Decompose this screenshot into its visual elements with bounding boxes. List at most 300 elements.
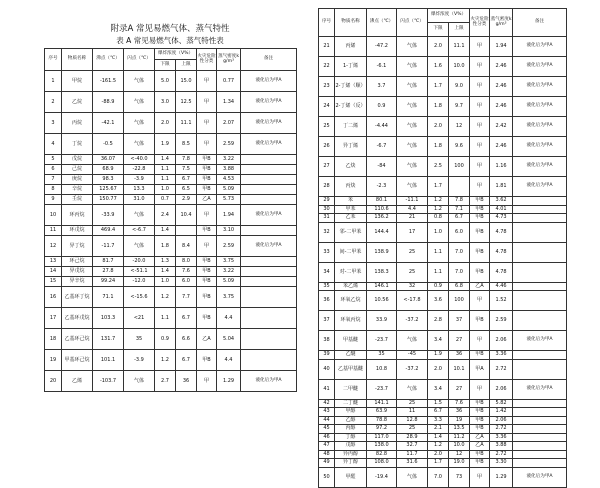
- cell-density: 1.34: [217, 92, 241, 113]
- cell-flash: 12.8: [397, 416, 428, 425]
- cell-density: 4.4: [217, 350, 241, 371]
- cell-flash: <-15.6: [124, 287, 155, 308]
- table-row: [319, 242, 567, 262]
- cell-flash: 31.0: [124, 195, 155, 205]
- cell-name: 乙醚: [335, 351, 367, 360]
- cell-remark: [513, 459, 567, 468]
- cell-remark: [513, 197, 567, 206]
- cell-seq: 5: [45, 155, 62, 165]
- table-row: [319, 222, 567, 242]
- cell-density: 3.62: [490, 197, 513, 206]
- cell-boiling: -42.1: [93, 113, 124, 134]
- cell-density: 3.88: [217, 165, 241, 175]
- cell-hazard: 甲: [470, 37, 490, 57]
- cell-boiling: 144.4: [367, 222, 397, 242]
- cell-seq: 45: [319, 425, 335, 434]
- cell-upper: 27: [449, 331, 470, 351]
- cell-upper: 11.2: [449, 433, 470, 442]
- cell-hazard: 甲: [470, 379, 490, 399]
- table-row: [319, 442, 567, 451]
- cell-density: 3.88: [490, 442, 513, 451]
- cell-hazard: 甲B: [470, 425, 490, 434]
- cell-upper: 10.4: [176, 205, 197, 226]
- cell-boiling: -6.1: [367, 57, 397, 77]
- cell-lower: 0.8: [428, 214, 449, 223]
- cell-hazard: 甲B: [197, 155, 217, 165]
- cell-lower: 3.4: [428, 331, 449, 351]
- cell-name: 乙基甲基醚: [335, 359, 367, 379]
- cell-remark: 液化后为甲A: [241, 92, 297, 113]
- cell-flash: -3.9: [124, 175, 155, 185]
- cell-boiling: -0.5: [93, 134, 124, 155]
- cell-lower: 3.3: [428, 416, 449, 425]
- cell-seq: 32: [319, 222, 335, 242]
- cell-name: 丁烷: [62, 134, 93, 155]
- cell-remark: [513, 291, 567, 311]
- header-lower: 下限: [155, 60, 176, 71]
- cell-boiling: -33.9: [93, 205, 124, 226]
- cell-lower: 1.2: [155, 350, 176, 371]
- cell-name: 乙烯: [62, 371, 93, 392]
- cell-density: 2.06: [490, 331, 513, 351]
- cell-name: 辛烷: [62, 185, 93, 195]
- cell-hazard: 甲: [470, 291, 490, 311]
- table-row: [45, 287, 297, 308]
- cell-upper: 6.5: [176, 185, 197, 195]
- cell-seq: 46: [319, 433, 335, 442]
- cell-seq: 47: [319, 442, 335, 451]
- cell-boiling: 27.8: [93, 267, 124, 277]
- cell-flash: 气体: [397, 379, 428, 399]
- cell-density: 1.81: [490, 177, 513, 197]
- cell-name: 环氧丙烷: [335, 311, 367, 331]
- cell-lower: 1.7: [428, 177, 449, 197]
- cell-lower: 1.4: [155, 155, 176, 165]
- cell-boiling: -47.2: [367, 37, 397, 57]
- cell-lower: 1.5: [428, 399, 449, 408]
- cell-boiling: 136.2: [367, 214, 397, 223]
- cell-density: 4.01: [490, 205, 513, 214]
- cell-remark: [513, 425, 567, 434]
- table-row: [45, 226, 297, 236]
- cell-seq: 36: [319, 291, 335, 311]
- table-row: [319, 425, 567, 434]
- cell-remark: [513, 450, 567, 459]
- cell-upper: 100: [449, 291, 470, 311]
- cell-name: 壬烷: [62, 195, 93, 205]
- cell-seq: 9: [45, 195, 62, 205]
- header-lower: 下限: [428, 23, 449, 37]
- cell-boiling: -23.7: [367, 379, 397, 399]
- cell-name: 异戊烷: [62, 267, 93, 277]
- cell-flash: 17: [397, 222, 428, 242]
- cell-boiling: 81.7: [93, 257, 124, 267]
- cell-seq: 29: [319, 197, 335, 206]
- cell-density: 0.77: [217, 71, 241, 92]
- table-row: [45, 185, 297, 195]
- cell-upper: 2.9: [176, 195, 197, 205]
- cell-lower: 6.7: [428, 408, 449, 417]
- cell-density: 1.42: [490, 408, 513, 417]
- table-row: [319, 467, 567, 487]
- cell-density: 2.46: [490, 57, 513, 77]
- table-row: [45, 92, 297, 113]
- cell-name: 甲烷: [62, 71, 93, 92]
- cell-lower: 1.4: [155, 226, 176, 236]
- cell-hazard: 甲: [197, 205, 217, 226]
- cell-boiling: -6.7: [367, 137, 397, 157]
- cell-seq: 16: [45, 287, 62, 308]
- cell-name: 乙基环丁烷: [62, 287, 93, 308]
- cell-hazard: 甲: [197, 71, 217, 92]
- cell-remark: 液化后为甲A: [513, 379, 567, 399]
- cell-name: 异丁醇: [335, 459, 367, 468]
- cell-seq: 35: [319, 282, 335, 291]
- cell-density: 5.09: [217, 185, 241, 195]
- cell-upper: 6.0: [176, 277, 197, 287]
- cell-boiling: 469.4: [93, 226, 124, 236]
- cell-lower: 1.0: [155, 185, 176, 195]
- cell-seq: 38: [319, 331, 335, 351]
- cell-upper: 13.5: [449, 425, 470, 434]
- cell-density: 3.30: [490, 459, 513, 468]
- cell-lower: 1.2: [428, 205, 449, 214]
- cell-upper: 9.0: [449, 77, 470, 97]
- cell-upper: 100: [449, 157, 470, 177]
- cell-lower: 1.1: [155, 308, 176, 329]
- table-row: [45, 371, 297, 392]
- cell-remark: 液化后为甲A: [241, 134, 297, 155]
- cell-name: 乙烷: [62, 92, 93, 113]
- table-row: [319, 311, 567, 331]
- table-row: [319, 214, 567, 223]
- cell-flash: 28.9: [397, 433, 428, 442]
- cell-upper: 7.8: [176, 155, 197, 165]
- cell-seq: 10: [45, 205, 62, 226]
- header-upper: 上限: [449, 23, 470, 37]
- cell-flash: -37.2: [397, 359, 428, 379]
- cell-density: 2.06: [490, 416, 513, 425]
- cell-boiling: -23.7: [367, 331, 397, 351]
- appendix-title: 附录A 常见易燃气体、蒸气特性: [110, 24, 230, 34]
- cell-name: 乙炔: [335, 157, 367, 177]
- cell-remark: 液化后为甲A: [513, 137, 567, 157]
- table-row: [319, 331, 567, 351]
- cell-boiling: 71.1: [93, 287, 124, 308]
- cell-name: 异丁烯: [335, 137, 367, 157]
- cell-boiling: -11.7: [93, 236, 124, 257]
- cell-density: 3.10: [217, 226, 241, 236]
- cell-flash: 气体: [124, 92, 155, 113]
- cell-hazard: 甲B: [197, 185, 217, 195]
- cell-boiling: 101.1: [93, 350, 124, 371]
- cell-upper: 11.1: [176, 113, 197, 134]
- table-row: [45, 71, 297, 92]
- cell-name: 丁醇: [335, 433, 367, 442]
- header-name: 物质名称: [335, 9, 367, 37]
- table-row: [319, 37, 567, 57]
- cell-seq: 7: [45, 175, 62, 185]
- cell-hazard: 甲: [470, 97, 490, 117]
- cell-density: 4.4: [217, 308, 241, 329]
- cell-remark: [513, 408, 567, 417]
- cell-upper: 7.0: [449, 242, 470, 262]
- cell-name: 丙醇: [335, 425, 367, 434]
- cell-seq: 50: [319, 467, 335, 487]
- cell-density: 1.29: [490, 467, 513, 487]
- cell-upper: 15.0: [176, 71, 197, 92]
- cell-lower: 1.2: [428, 197, 449, 206]
- cell-boiling: -84: [367, 157, 397, 177]
- cell-lower: 2.0: [155, 113, 176, 134]
- cell-density: 4.78: [490, 222, 513, 242]
- cell-remark: [241, 155, 297, 165]
- cell-name: 1-丁烯: [335, 57, 367, 77]
- cell-name: 环戊烷: [62, 226, 93, 236]
- table-row: [319, 97, 567, 117]
- cell-upper: 12: [449, 117, 470, 137]
- cell-seq: 8: [45, 185, 62, 195]
- header-remark: 备注: [241, 49, 297, 71]
- cell-boiling: 10.8: [367, 359, 397, 379]
- cell-hazard: 甲B: [470, 311, 490, 331]
- cell-flash: <-17.8: [397, 291, 428, 311]
- cell-remark: [513, 399, 567, 408]
- cell-name: 己烷: [62, 165, 93, 175]
- cell-remark: 液化后为甲A: [513, 37, 567, 57]
- cell-flash: 气体: [397, 331, 428, 351]
- cell-seq: 20: [45, 371, 62, 392]
- cell-hazard: 甲: [470, 57, 490, 77]
- table-row: [319, 262, 567, 282]
- cell-remark: [241, 329, 297, 350]
- cell-upper: 8.4: [176, 236, 197, 257]
- cell-hazard: 甲B: [197, 257, 217, 267]
- cell-upper: 27: [449, 379, 470, 399]
- cell-name: 异丁烷: [62, 236, 93, 257]
- cell-name: 环己烷: [62, 257, 93, 267]
- cell-seq: 6: [45, 165, 62, 175]
- cell-upper: 8.5: [176, 134, 197, 155]
- cell-lower: 1.7: [428, 77, 449, 97]
- header-flash: 闪点（℃）: [124, 49, 155, 71]
- cell-flash: 气体: [124, 371, 155, 392]
- cell-upper: 12: [449, 450, 470, 459]
- cell-upper: 8.0: [176, 257, 197, 267]
- header-hazard: 火灾危险性分类: [197, 49, 217, 71]
- cell-upper: 36: [449, 408, 470, 417]
- cell-hazard: 甲B: [197, 267, 217, 277]
- cell-lower: 2.5: [428, 157, 449, 177]
- cell-flash: 21: [397, 214, 428, 223]
- cell-remark: [241, 267, 297, 277]
- cell-hazard: 甲: [197, 92, 217, 113]
- cell-seq: 25: [319, 117, 335, 137]
- cell-boiling: -19.4: [367, 467, 397, 487]
- cell-seq: 1: [45, 71, 62, 92]
- cell-name: 2-丁烯（反）: [335, 97, 367, 117]
- cell-flash: 气体: [397, 117, 428, 137]
- cell-seq: 4: [45, 134, 62, 155]
- properties-table-left: [44, 48, 297, 392]
- cell-flash: 25: [397, 262, 428, 282]
- cell-hazard: 甲: [197, 371, 217, 392]
- cell-lower: 3.6: [428, 291, 449, 311]
- cell-remark: 液化后为甲A: [513, 97, 567, 117]
- cell-seq: 40: [319, 359, 335, 379]
- cell-upper: 6.7: [176, 350, 197, 371]
- cell-seq: 27: [319, 157, 335, 177]
- cell-remark: 液化后为甲A: [513, 177, 567, 197]
- table-row: [319, 157, 567, 177]
- cell-remark: [513, 214, 567, 223]
- table-row: [319, 205, 567, 214]
- cell-boiling: 146.1: [367, 282, 397, 291]
- table-row: [319, 459, 567, 468]
- cell-hazard: 甲B: [470, 197, 490, 206]
- cell-upper: 73: [449, 467, 470, 487]
- cell-boiling: -88.9: [93, 92, 124, 113]
- cell-lower: 2.4: [155, 205, 176, 226]
- cell-upper: 36: [176, 371, 197, 392]
- cell-name: 苯: [335, 197, 367, 206]
- cell-seq: 33: [319, 242, 335, 262]
- cell-remark: [241, 277, 297, 287]
- cell-hazard: 甲B: [197, 165, 217, 175]
- cell-hazard: 甲B: [470, 262, 490, 282]
- cell-flash: 25: [397, 242, 428, 262]
- table-row: [45, 329, 297, 350]
- cell-flash: -37.2: [397, 311, 428, 331]
- cell-hazard: 甲B: [470, 408, 490, 417]
- cell-density: 2.59: [490, 311, 513, 331]
- table-row: [45, 236, 297, 257]
- cell-hazard: 甲B: [197, 277, 217, 287]
- cell-flash: 31.6: [397, 459, 428, 468]
- cell-name: 甲醛: [335, 467, 367, 487]
- cell-flash: 25: [397, 399, 428, 408]
- cell-flash: 气体: [124, 134, 155, 155]
- header-explosion: 爆炸浓度（V%）: [155, 49, 197, 60]
- cell-remark: 液化后为甲A: [241, 371, 297, 392]
- table-row: [319, 77, 567, 97]
- cell-hazard: 甲: [470, 117, 490, 137]
- cell-name: 丙炔: [335, 177, 367, 197]
- cell-lower: 2.0: [428, 37, 449, 57]
- cell-upper: 12.5: [176, 92, 197, 113]
- cell-upper: 11.1: [449, 37, 470, 57]
- cell-hazard: 甲: [470, 467, 490, 487]
- cell-lower: 1.0: [428, 222, 449, 242]
- cell-remark: [241, 175, 297, 185]
- table-row: [319, 433, 567, 442]
- table-row: [319, 177, 567, 197]
- cell-lower: 1.2: [155, 287, 176, 308]
- cell-hazard: 甲B: [470, 459, 490, 468]
- cell-remark: [241, 257, 297, 267]
- cell-hazard: 甲B: [197, 226, 217, 236]
- cell-remark: 液化后为甲A: [241, 205, 297, 226]
- cell-hazard: 甲A: [470, 359, 490, 379]
- table-row: [45, 277, 297, 287]
- cell-name: 甲基醚: [335, 331, 367, 351]
- header-density: 蒸气密度kg/m³: [217, 49, 241, 71]
- cell-seq: 42: [319, 399, 335, 408]
- cell-seq: 18: [45, 329, 62, 350]
- cell-seq: 15: [45, 277, 62, 287]
- cell-remark: [241, 195, 297, 205]
- cell-boiling: 125.67: [93, 185, 124, 195]
- header-remark: 备注: [513, 9, 567, 37]
- cell-lower: 1.3: [155, 257, 176, 267]
- cell-upper: 7.6: [176, 267, 197, 277]
- cell-hazard: 甲B: [470, 450, 490, 459]
- cell-lower: 5.0: [155, 71, 176, 92]
- cell-remark: 液化后为甲A: [513, 57, 567, 77]
- cell-lower: 2.8: [428, 311, 449, 331]
- table-row: [319, 359, 567, 379]
- cell-name: 异辛烷: [62, 277, 93, 287]
- cell-flash: 35: [124, 329, 155, 350]
- cell-name: 邻-二甲苯: [335, 222, 367, 242]
- cell-boiling: 68.9: [93, 165, 124, 175]
- cell-boiling: 82.8: [367, 450, 397, 459]
- cell-lower: 0.9: [155, 329, 176, 350]
- cell-lower: 2.0: [428, 450, 449, 459]
- cell-flash: 气体: [397, 137, 428, 157]
- cell-flash: 气体: [124, 236, 155, 257]
- table-row: [319, 57, 567, 77]
- table-row: [319, 137, 567, 157]
- table-row: [45, 113, 297, 134]
- cell-lower: 1.1: [428, 242, 449, 262]
- cell-flash: 气体: [397, 57, 428, 77]
- cell-lower: 1.8: [428, 97, 449, 117]
- cell-upper: 7.0: [449, 262, 470, 282]
- cell-density: 4.78: [490, 262, 513, 282]
- cell-boiling: 97.2: [367, 425, 397, 434]
- table-row: [45, 308, 297, 329]
- cell-name: 二丁醚: [335, 399, 367, 408]
- cell-remark: [241, 226, 297, 236]
- header-seq: 序号: [319, 9, 335, 37]
- cell-density: 2.46: [490, 97, 513, 117]
- cell-boiling: 131.7: [93, 329, 124, 350]
- cell-boiling: 138.3: [367, 262, 397, 282]
- cell-flash: 11: [397, 408, 428, 417]
- cell-boiling: 108.0: [367, 459, 397, 468]
- cell-seq: 24: [319, 97, 335, 117]
- cell-lower: 2.7: [155, 371, 176, 392]
- cell-boiling: 36.07: [93, 155, 124, 165]
- cell-density: 5.82: [490, 399, 513, 408]
- cell-remark: 液化后为甲A: [513, 117, 567, 137]
- cell-density: 2.46: [490, 77, 513, 97]
- cell-seq: 48: [319, 450, 335, 459]
- cell-hazard: 甲: [197, 236, 217, 257]
- cell-flash: -20.0: [124, 257, 155, 267]
- cell-flash: <-51.1: [124, 267, 155, 277]
- table-row: [45, 165, 297, 175]
- cell-density: 2.72: [490, 425, 513, 434]
- cell-density: 2.42: [490, 117, 513, 137]
- cell-hazard: 甲: [470, 77, 490, 97]
- cell-upper: 36: [449, 351, 470, 360]
- cell-density: 1.16: [490, 157, 513, 177]
- cell-name: 环氧乙烷: [335, 291, 367, 311]
- table-row: [319, 282, 567, 291]
- table-row: [319, 399, 567, 408]
